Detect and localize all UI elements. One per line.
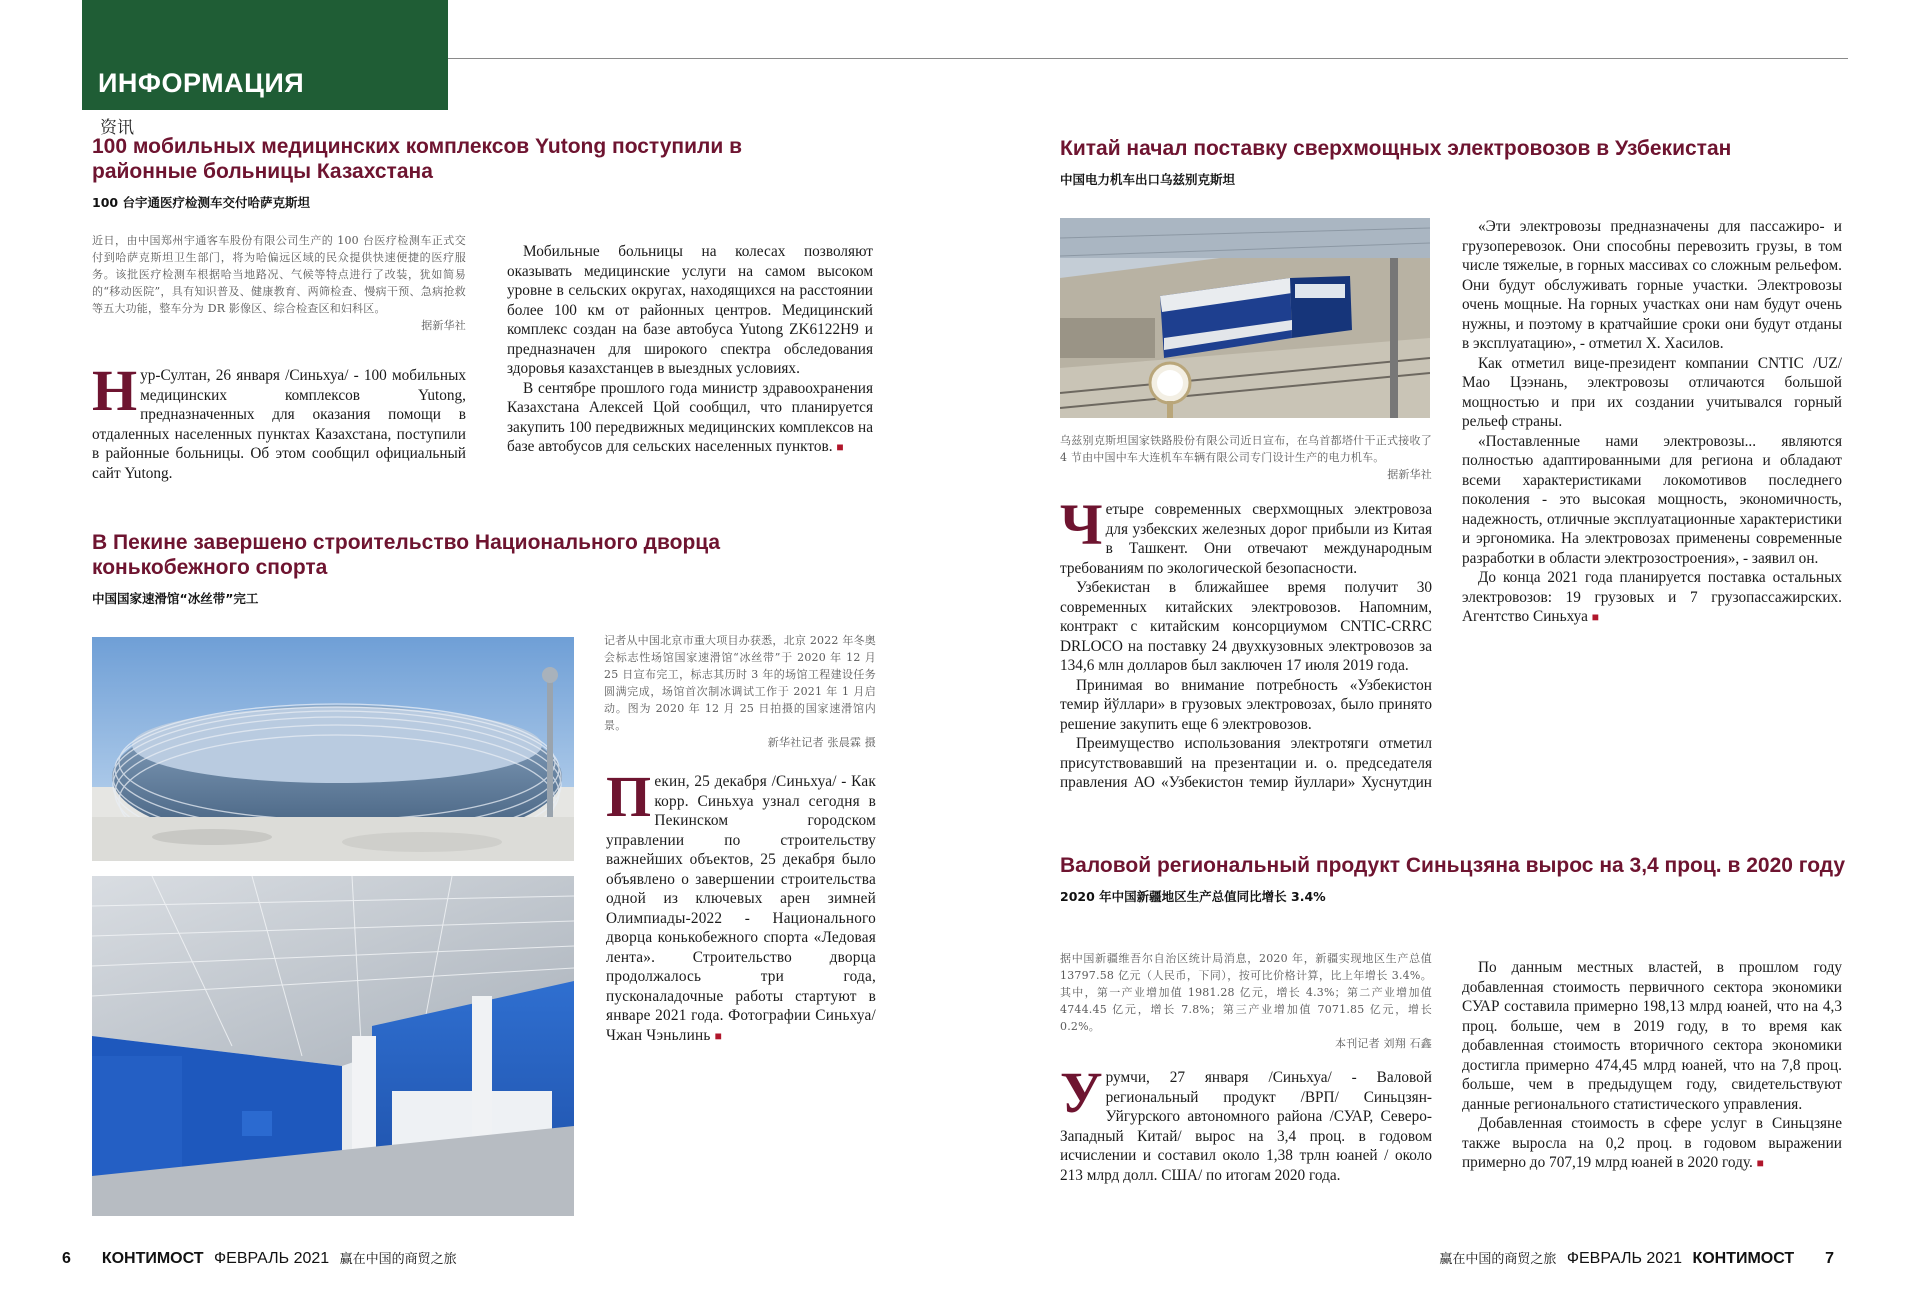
article3-p7: «Поставленные нами электровозы... являются полностью адаптированными для региона и обладают всеми характеристиками локомотивов последнего поколения - это высокая мощность, экономичность, надежность, отличные эксплуатационные характеристики и эргономика. На электровозах применены современные разработки в области электрозостроения», - заявил он. xyxy=(1462,432,1842,567)
article1-title: 100 мобильных медицинских комплексов Yutong поступили в районные больницы Казахстана xyxy=(92,135,742,183)
article4-title: Валовой региональный продукт Синьцзяна вырос на 3,4 проц. в 2020 году xyxy=(1060,854,1846,877)
article1-cn-source: 据新华社 xyxy=(421,319,466,332)
locomotive-photo xyxy=(1060,218,1430,418)
article4-subtitle: 2020 年中国新疆地区生产总值同比增长 3.4% xyxy=(1060,889,1326,904)
article3-lead: етыре современных сверхмощных электровоза для узбекских железных дорог прибыли из Китая в Ташкент. Они отвечают международным требованиям по экологической безопасности. xyxy=(1060,501,1432,577)
article1-col2 xyxy=(507,242,873,458)
article3-p5: «Эти электровозы предназначены для пассажиро- и грузоперевозок. Они способны перевозить грузы, в том числе тяжелые, в горных массивах со сложным рельефом. Они будут обслуживать горные участки. Электровозы очень мощные. На горных участках они нам будут очень нужны, и поэтому в кратчайшие сроки они будут отданы в эксплуатацию», - отметил Х. Хасилов. xyxy=(1462,218,1842,352)
end-mark-icon: ■ xyxy=(714,1028,723,1043)
article4-drop-cap: У xyxy=(1060,1060,1103,1125)
footer-right xyxy=(1439,1248,1834,1268)
article3-p2: Узбекистан в ближайшее время получит 30 современных китайских электровозов. Напомним, контракт с китайским консорциумом CNTIC-CRRC DRLOCO на поставку 24 двухкузовных электровозов за 134,6 млн долларов был заключен 17 июля 2019 года. xyxy=(1060,579,1432,674)
article3-col1 xyxy=(1060,492,1432,792)
article4-col2 xyxy=(1462,958,1842,1174)
article2-cn-source: 新华社记者 张晨霖 摄 xyxy=(767,736,876,749)
end-mark-icon: ■ xyxy=(836,440,844,454)
article3-p8: До конца 2021 года планируется поставка остальных электровозов: 19 грузовых и 7 грузопассажирских. Агентство Синьхуа xyxy=(1462,569,1842,625)
article4-col1 xyxy=(1060,1060,1432,1185)
article3-drop-cap: Ч xyxy=(1060,492,1103,557)
article1-p2: Мобильные больницы на колесах позволяют оказывать медицинские услуги на самом высоком уровне в сельских округах, находящихся на расстоянии более 100 км от районных центров. Медицинский комплекс создан на базе автобуса Yutong ZK6122H9 и предназначен для широкого спектра обследования здоровья казахстанцев в выездных условиях. xyxy=(507,243,873,377)
magazine-name-left: КОНТИМОСТ xyxy=(101,1250,204,1267)
article3-col2 xyxy=(1462,217,1842,628)
page-number-left: 6 xyxy=(62,1250,71,1267)
article4-p2: По данным местных властей, в прошлом году добавленная стоимость первичного сектора экономики СУАР составила примерно 198,13 млрд юаней, что на 4,3 проц. больше, чем в 2019 году, в то время как добавленная стоимость вторичного сектора экономики достигла примерно 474,45 млрд юаней, что на 7,8 проц. больше, чем в предыдущем году, свидетельствуют данные регионального статистического управления. xyxy=(1462,959,1842,1113)
article4-cn-text: 据中国新疆维吾尔自治区统计局消息，2020 年，新疆实现地区生产总值 13797.58 亿元（人民币，下同），按可比价格计算，比上年增长 3.4%。其中，第一产业增加值 1981.28 亿元，增长 4.3%；第二产业增加值 4744.45 亿元，增长 7.8%；第三产业增加值 7071.85 亿元，增长 0.2%。 xyxy=(1060,952,1432,1033)
article1-lead: ур-Султан, 26 января /Синьхуа/ - 100 мобильных медицинских комплексов Yutong, предназначенных для оказания помощи в отдаленных населенных пунктах Казахстана, поступили в районные больницы. Об этом сообщил официальный сайт Yutong. xyxy=(92,367,466,482)
section-subtitle: 资讯 xyxy=(100,118,134,138)
slogan-right: 赢在中国的商贸之旅 xyxy=(1439,1252,1557,1267)
slogan-left: 赢在中国的商贸之旅 xyxy=(339,1252,457,1267)
issue-left: ФЕВРАЛЬ 2021 xyxy=(214,1250,330,1267)
article4 xyxy=(1060,853,1860,905)
article2-cn-text: 记者从中国北京市重大项目办获悉，北京 2022 年冬奥会标志性场馆国家速滑馆“冰丝带”于 2020 年 12 月 25 日宣布完工，标志其历时 3 年的场馆工程建设任务圆满完成，场馆首次制冰调试工作于 2021 年 1 月启动。图为 2020 年 12 月 25 日拍摄的国家速滑馆内景。 xyxy=(604,634,876,732)
article1-cn-block xyxy=(92,232,466,334)
article4-cn-block xyxy=(1060,950,1432,1052)
article2-drop-cap: П xyxy=(606,764,652,829)
stadium-exterior-photo xyxy=(92,637,574,861)
article2-subtitle: 中国国家速滑馆“冰丝带”完工 xyxy=(92,591,259,606)
footer-left xyxy=(62,1248,457,1268)
article3-subtitle: 中国电力机车出口乌兹别克斯坦 xyxy=(1060,172,1236,187)
article2 xyxy=(92,530,832,607)
page-number-right: 7 xyxy=(1825,1250,1834,1267)
header-rule xyxy=(448,58,1848,59)
issue-right: ФЕВРАЛЬ 2021 xyxy=(1566,1250,1682,1267)
article3-p6: Как отметил вице-президент компании CNTIC /UZ/ Мао Цзэнань, электровозы отличаются большой мощностью и при их создании учитывался горный рельеф страны. xyxy=(1462,354,1842,430)
article2-lead: екин, 25 декабря /Синьхуа/ - Как корр. Синьхуа узнал сегодня в Пекинском городском управлении по строительству важнейших объектов, 25 декабря было объявлено о завершении строительства одной из ключевых арен зимней Олимпиады-2022 - Национального дворца конькобежного спорта «Ледовая лента». Строительство дворца продолжалось три года, пусконаладочные работы стартуют в январе 2021 года. Фотографии Синьхуа/Чжан Чэньлинь xyxy=(606,773,876,1044)
magazine-name-right: КОНТИМОСТ xyxy=(1692,1250,1795,1267)
article3-cn-block xyxy=(1060,432,1432,483)
section-title: ИНФОРМАЦИЯ xyxy=(98,68,305,98)
article4-cn-source: 本刊记者 刘翔 石鑫 xyxy=(1335,1037,1432,1050)
article4-p3: Добавленная стоимость в сфере услуг в Синьцзяне также выросла на 0,2 проц. в годовом выражении примерно до 707,19 млрд юаней в 2020 году. xyxy=(1462,1115,1842,1171)
article1-drop-cap: Н xyxy=(92,358,138,423)
article2-col xyxy=(606,764,876,1046)
end-mark-icon: ■ xyxy=(1591,610,1599,624)
article3-title: Китай начал поставку сверхмощных электровозов в Узбекистан xyxy=(1060,137,1732,160)
article2-title: В Пекине завершено строительство Национального дворца конькобежного спорта xyxy=(92,531,721,579)
article1-subtitle: 100 台宇通医疗检测车交付哈萨克斯坦 xyxy=(92,195,310,210)
end-mark-icon: ■ xyxy=(1756,1156,1764,1170)
article3-p3: Принимая во внимание потребность «Узбекистон темир йўллари» в грузовых электровозах, было принято решение закупить еще 6 электровозов. xyxy=(1060,676,1432,733)
article3 xyxy=(1060,136,1860,188)
article2-cn-block xyxy=(604,632,876,751)
article3-cn-source: 据新华社 xyxy=(1387,468,1432,481)
article1-p3: В сентябре прошлого года министр здравоохранения Казахстана Алексей Цой сообщил, что планируется закупить 100 передвижных медицинских комплексов на базе автобусов для сельских населенных пунктов. xyxy=(507,379,873,455)
article4-lead: румчи, 27 января /Синьхуа/ - Валовой региональный продукт /ВРП/ Синьцзян-Уйгурского автономного района /СУАР, Северо-Западный Китай/ вырос на 3,4 проц. в годовом исчислении и составил около 1,38 трлн юаней / около 213 млрд долл. США/ по итогам 2020 года. xyxy=(1060,1069,1432,1184)
article1-col1 xyxy=(92,358,466,483)
article1 xyxy=(92,134,822,211)
article3-cn-text: 乌兹别克斯坦国家铁路股份有限公司近日宣布，在乌首都塔什干正式接收了 4 节由中国中车大连机车车辆有限公司专门设计生产的电力机车。 xyxy=(1060,434,1432,464)
article1-cn-text: 近日，由中国郑州宇通客车股份有限公司生产的 100 台医疗检测车正式交付到哈萨克斯坦卫生部门，将为哈偏远区域的民众提供快速便捷的医疗服务。该批医疗检测车根据哈当地路况、气候等特点进行了改装，犹如简易的“移动医院”，具有知识普及、健康教育、两筛检查、慢病干预、急病抢救等五大功能，整车分为 DR 影像区、综合检查区和妇科区。 xyxy=(92,234,466,315)
stadium-interior-photo xyxy=(92,876,574,1216)
article3-p4: Преимущество использования электротяги отметил присутствовавший на презентации и. о. председателя правления АО «Узбекистон темир йуллари» Хуснутдин xyxy=(1060,735,1432,791)
